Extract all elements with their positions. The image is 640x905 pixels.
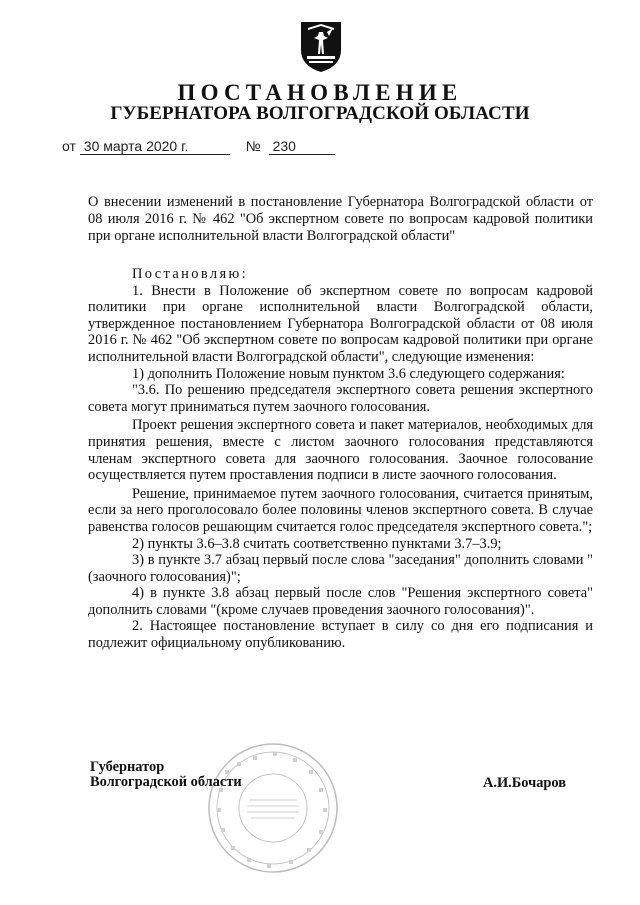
body-paragraph: "3.6. По решению председателя экспертного совета решения экспертного совета могут приниматься путем заочного голосования. [88, 382, 593, 415]
body-paragraph: 1. Внести в Положение об экспертном совете по вопросам кадровой политики при органе исполнительной власти Волгоградской области, утвержденное постановлением Губернатора Волгоградской области от 08 июля 2016 г. № 462 "Об экспертном совете по вопросам кадровой политики при органе исполнительной власти Волгоградской области", следующие изменения: [88, 282, 593, 365]
document-body [88, 266, 593, 652]
coat-of-arms-icon [299, 20, 343, 74]
body-paragraph: 3) в пункте 3.7 абзац первый после слова "заседания" дополнить словами "(заочного голосования)"; [88, 552, 593, 585]
document-title: ПОСТАНОВЛЕНИЕ [177, 80, 463, 105]
signatory-position-line1: Губернатор [90, 759, 165, 775]
date-prefix: от [62, 138, 76, 154]
body-paragraph: Проект решения экспертного совета и пакет материалов, необходимых для принятия решения, вместе с листом заочного голосования представляются членам экспертного совета для заочного голосования. Заочное голосование осуществляется путем проставления подписи в листе заочного голосования. [88, 417, 593, 484]
document-meta [62, 138, 335, 155]
body-paragraph: 4) в пункте 3.8 абзац первый после слов "Решения экспертного совета" дополнить словами "(кроме случаев проведения заочного голосования)". [88, 585, 593, 618]
document-number: 230 [269, 138, 335, 155]
subject-text: О внесении изменений в постановление Губернатора Волгоградской области от 08 июля 2016 г. № 462 "Об экспертном совете по вопросам кадровой политики при органе исполнительной власти Волгоградской области" [88, 194, 593, 244]
document-date: 30 марта 2020 г. [80, 138, 230, 155]
number-label: № [245, 138, 261, 154]
document-subject [88, 194, 593, 244]
signatory-position [90, 760, 242, 790]
signatory-position-line2: Волгоградской области [90, 774, 242, 790]
body-paragraph: 2) пункты 3.6–3.8 считать соответственно пунктами 3.7–3.9; [132, 535, 502, 552]
signatory-name: А.И.Бочаров [483, 775, 567, 791]
body-paragraph: Решение, принимаемое путем заочного голосования, считается принятым, если за него проголосовало более половины членов экспертного совета. В случае равенства голосов решающим считается голос председателя экспертного совета."; [88, 485, 593, 535]
document-subtitle: ГУБЕРНАТОРА ВОЛГОГРАДСКОЙ ОБЛАСТИ [110, 103, 530, 124]
body-paragraph: 2. Настоящее постановление вступает в силу со дня его подписания и подлежит официальному опубликованию. [88, 618, 593, 652]
decree-word: Постановляю: [132, 266, 249, 282]
body-paragraph: 1) дополнить Положение новым пунктом 3.6 следующего содержания: [132, 365, 565, 382]
